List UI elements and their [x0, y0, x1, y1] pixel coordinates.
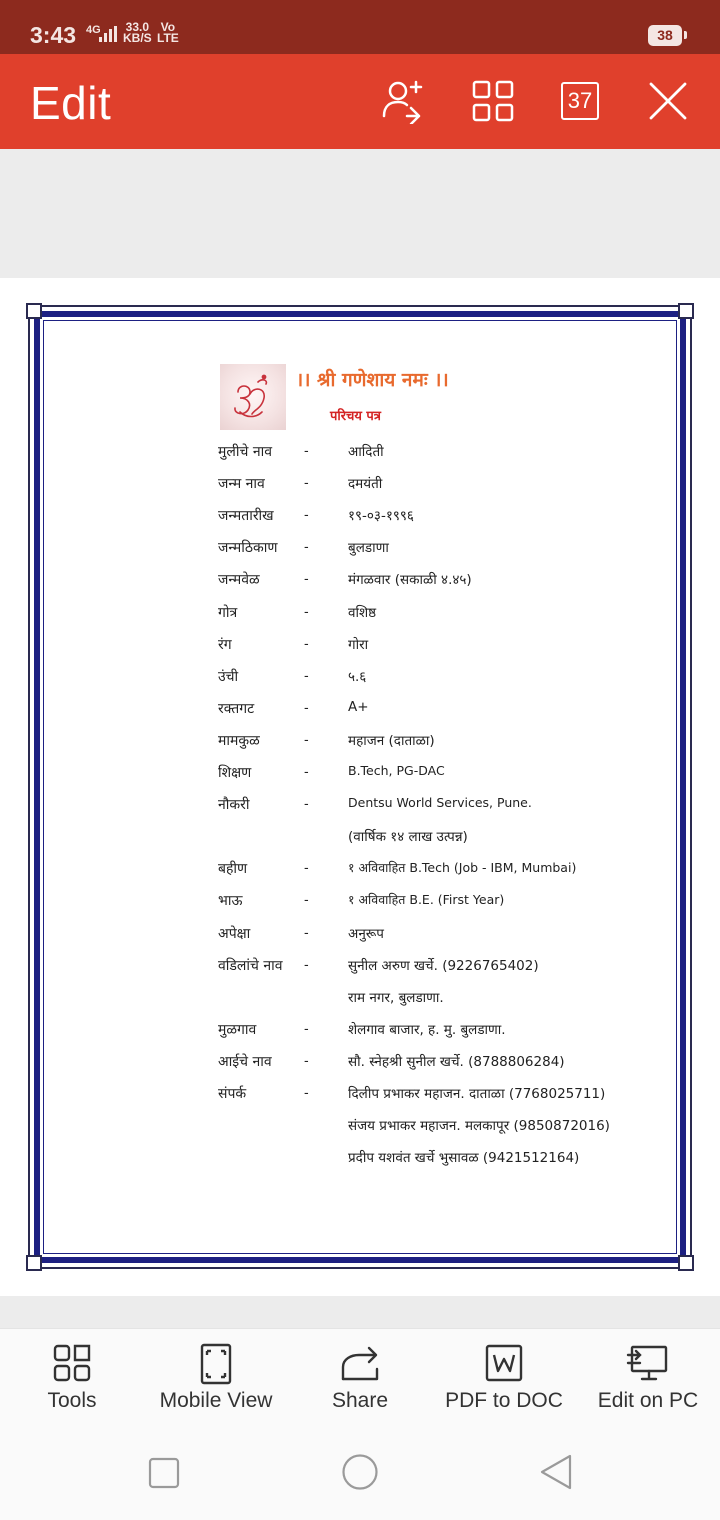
pdf-to-doc-button[interactable]	[438, 1329, 570, 1425]
row-separator: -	[304, 634, 309, 651]
row-label: गोत्र	[218, 604, 238, 621]
network-type: 4G	[86, 24, 101, 36]
row-value: (वार्षिक १४ लाख उत्पन्न)	[348, 829, 468, 846]
page-count-button[interactable]	[561, 82, 599, 120]
row-separator: -	[304, 859, 309, 876]
row-value: संजय प्रभाकर महाजन. मलकापूर (9850872016)	[348, 1118, 610, 1135]
document-page[interactable]	[0, 278, 720, 1296]
row-separator: -	[304, 666, 309, 683]
row-separator: -	[304, 442, 309, 458]
battery-level: 38	[657, 27, 673, 43]
row-value: बुलडाणा	[348, 540, 389, 557]
edit-on-pc-label: Edit on PC	[597, 1389, 699, 1412]
table-row	[0, 538, 720, 566]
volte-bottom: LTE	[157, 31, 179, 45]
row-value: मंगळवार (सकाळी ४.४५)	[348, 572, 472, 589]
row-label: आईचे नाव	[218, 1053, 272, 1070]
row-separator: -	[304, 570, 309, 587]
tools-button[interactable]	[22, 1329, 122, 1425]
row-value: १९-०३-१९९६	[348, 508, 414, 525]
add-user-share-icon[interactable]	[381, 78, 427, 124]
volte-top: Vo	[160, 20, 176, 34]
table-row	[0, 570, 720, 598]
table-row	[0, 731, 720, 759]
share-button[interactable]	[310, 1329, 410, 1425]
status-time: 3:43	[30, 22, 77, 48]
row-separator: -	[304, 602, 309, 619]
table-row	[0, 956, 720, 984]
system-nav-bar	[0, 1424, 720, 1520]
home-icon[interactable]	[341, 1453, 379, 1491]
word-doc-icon	[484, 1343, 524, 1383]
table-row	[0, 1116, 720, 1144]
row-value: शेलगाव बाजार, ह. मु. बुलडाणा.	[348, 1021, 506, 1038]
row-label: संपर्क	[218, 1086, 247, 1102]
table-row	[0, 635, 720, 663]
row-label: शिक्षण	[218, 765, 252, 781]
row-value: A+	[348, 698, 369, 715]
table-row	[0, 924, 720, 952]
row-label: जन्म नाव	[218, 476, 265, 493]
row-separator: -	[304, 891, 309, 908]
viewer-background	[0, 149, 720, 278]
row-label: वडिलांचे नाव	[218, 957, 283, 974]
bottom-toolbar	[0, 1328, 720, 1424]
row-value: अनुरूप	[348, 925, 384, 942]
row-value: महाजन (दाताळा)	[348, 732, 435, 749]
back-icon[interactable]	[538, 1453, 574, 1491]
table-row	[0, 891, 720, 919]
table-row	[0, 667, 720, 695]
table-row	[0, 1052, 720, 1080]
app-bar	[0, 54, 720, 149]
document-subheading: परिचय पत्र	[330, 409, 381, 424]
volte-indicator	[157, 22, 179, 44]
table-row	[0, 795, 720, 823]
speed-value: 33.0	[125, 20, 150, 34]
row-value: १ अविवाहित B.E. (First Year)	[348, 892, 505, 908]
row-label: मुलीचे नाव	[218, 444, 273, 460]
row-value: १ अविवाहित B.Tech (Job - IBM, Mumbai)	[348, 860, 577, 876]
row-label: जन्मतारीख	[218, 508, 274, 525]
row-separator: -	[304, 474, 309, 491]
row-label: उंची	[218, 668, 239, 685]
page-title: Edit	[30, 77, 112, 129]
row-label: जन्मठिकाण	[218, 540, 278, 557]
row-label: रक्तगट	[218, 700, 255, 717]
share-icon	[339, 1343, 381, 1383]
row-separator: -	[304, 955, 309, 972]
row-value: राम नगर, बुलडाणा.	[348, 989, 444, 1006]
border-corner	[678, 303, 694, 319]
table-row	[0, 699, 720, 727]
row-value: दिलीप प्रभाकर महाजन. दाताळा (7768025711)	[348, 1086, 606, 1102]
table-row	[0, 1148, 720, 1176]
row-value: सुनील अरुण खर्चे. (9226765402)	[348, 957, 539, 974]
mobile-view-button[interactable]	[150, 1329, 282, 1425]
speed-unit: KB/S	[123, 31, 152, 45]
share-label: Share	[331, 1389, 389, 1412]
status-bar	[0, 0, 720, 54]
border-corner	[678, 1255, 694, 1271]
tools-label: Tools	[47, 1389, 97, 1412]
pdf-to-doc-label: PDF to DOC	[445, 1389, 563, 1412]
table-row	[0, 506, 720, 534]
table-row	[0, 988, 720, 1016]
mobile-view-icon	[200, 1343, 232, 1385]
close-icon[interactable]	[645, 78, 691, 124]
om-icon	[220, 364, 286, 430]
table-row	[0, 763, 720, 791]
row-label: नौकरी	[218, 797, 250, 814]
table-row	[0, 1020, 720, 1048]
row-value: सौ. स्नेहश्री सुनील खर्चे. (8788806284)	[348, 1053, 565, 1070]
row-value: दमयंती	[348, 476, 383, 493]
grid-view-icon[interactable]	[470, 78, 516, 124]
table-row	[0, 442, 720, 470]
row-value: आदिती	[348, 444, 384, 460]
table-row	[0, 827, 720, 855]
network-speed	[123, 22, 152, 44]
row-label: मुळगाव	[218, 1021, 257, 1038]
row-separator: -	[304, 1051, 309, 1068]
viewer-background-bottom	[0, 1296, 720, 1328]
document-heading: ।। श्री गणेशाय नमः ।।	[296, 369, 449, 391]
edit-on-pc-button[interactable]	[590, 1329, 706, 1425]
border-corner	[26, 1255, 42, 1271]
page-count: 37	[567, 88, 593, 113]
row-label: भाऊ	[218, 893, 243, 910]
ganesh-logo	[220, 364, 286, 430]
row-value: ५.६	[348, 668, 367, 685]
row-value: प्रदीप यशवंत खर्चे भुसावळ (9421512164)	[348, 1150, 580, 1167]
battery-tip	[684, 31, 687, 39]
table-row	[0, 1084, 720, 1112]
row-value: वशिष्ठ	[348, 604, 377, 621]
row-value: गोरा	[348, 636, 369, 653]
table-row	[0, 859, 720, 887]
row-separator: -	[304, 506, 309, 523]
row-separator: -	[304, 763, 309, 779]
battery-icon	[648, 25, 682, 46]
table-row	[0, 603, 720, 631]
row-label: जन्मवेळ	[218, 572, 260, 589]
recents-icon[interactable]	[148, 1457, 180, 1489]
signal-icon	[99, 26, 119, 42]
row-label: अपेक्षा	[218, 925, 251, 942]
row-separator: -	[304, 923, 309, 940]
row-separator: -	[304, 538, 309, 555]
row-separator: -	[304, 698, 309, 715]
row-value: B.Tech, PG-DAC	[348, 763, 445, 778]
row-label: रंग	[218, 636, 232, 653]
desktop-transfer-icon	[626, 1343, 670, 1383]
row-value: Dentsu World Services, Pune.	[348, 795, 532, 811]
mobile-view-label: Mobile View	[159, 1389, 273, 1412]
tools-icon	[52, 1343, 92, 1383]
row-separator: -	[304, 795, 309, 812]
row-label: बहीण	[218, 861, 248, 878]
row-separator: -	[304, 1084, 309, 1100]
table-row	[0, 474, 720, 502]
border-corner	[26, 303, 42, 319]
row-label: मामकुळ	[218, 732, 260, 749]
row-separator: -	[304, 1019, 309, 1036]
row-separator: -	[304, 730, 309, 747]
